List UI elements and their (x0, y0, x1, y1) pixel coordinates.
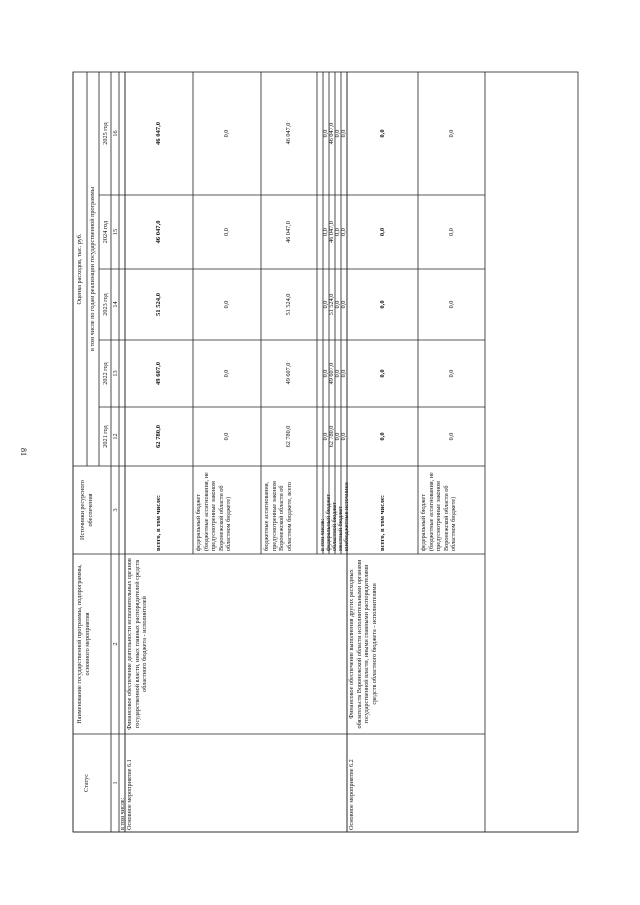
value-cell: 0,0 (340, 228, 347, 236)
source-label: областной бюджет (331, 502, 338, 551)
row-name: Финансовое обеспечение деятельности исполнительных органов государственной власти, иных главных распорядителей средств областного бюджета - исполнителей (126, 558, 149, 730)
value-cell: 0,0 (447, 228, 455, 236)
header-year: 2024 год (102, 220, 109, 244)
value-cell: 0,0 (223, 300, 230, 309)
column-number: 2 (112, 642, 119, 646)
value-cell: 0,0 (334, 228, 341, 236)
page-number: 81 (19, 448, 28, 456)
header-status: Статус (83, 774, 90, 792)
source-label: федеральный бюджет (бюджетные ассигнования, не предусмотренные законом Воронежской области об областном бюджете) (195, 472, 233, 551)
source-label: бюджетные ассигнования, предусмотренные законом Воронежской области об областном бюджете, всего (263, 481, 293, 551)
value-cell: 0,0 (340, 129, 347, 138)
budget-table (73, 72, 578, 832)
value-cell: 0,0 (322, 228, 329, 236)
row-status: Основное мероприятие 6.1 (126, 759, 133, 830)
row-name: Финансовое обеспечение выполнения других расходных обязательств Воронежской области исполнительными органами государственной власти, иными главными распорядителями средств областного бюджета - исполнителями (348, 559, 378, 729)
header-year: 2025 год (102, 122, 109, 145)
value-cell: 62 780,0 (285, 425, 292, 448)
value-cell: 46 047,0 (155, 220, 162, 244)
value-cell: 49 607,0 (328, 362, 335, 385)
header-source: Источники ресурсного обеспечения (79, 480, 94, 540)
value-cell: 49 607,0 (155, 361, 162, 386)
value-cell: 46 047,0 (155, 121, 162, 146)
value-cell: 51 524,0 (285, 293, 292, 316)
value-cell: 0,0 (334, 432, 341, 441)
header-year: 2021 год (102, 425, 109, 448)
column-number: 12 (112, 433, 119, 440)
value-cell: 46 047,0 (328, 221, 335, 243)
header-spending: Оценка расходов, тыс. руб. (76, 233, 83, 305)
value-cell: 0,0 (378, 369, 386, 378)
value-cell: 51 524,0 (328, 293, 335, 316)
column-number: 15 (112, 228, 119, 236)
value-cell: 46 047,0 (285, 122, 292, 145)
value-cell: 0,0 (322, 369, 329, 378)
value-cell: 0,0 (447, 300, 455, 309)
value-cell: 0,0 (334, 129, 341, 138)
header-year: 2022 год (102, 362, 109, 385)
source-label: местный бюджет (337, 506, 344, 551)
value-cell: 0,0 (378, 432, 386, 441)
value-cell: 49 607,0 (285, 362, 292, 385)
value-cell: 46 047,0 (328, 122, 335, 145)
column-number: 14 (112, 301, 119, 308)
source-label: федеральный бюджет (бюджетные ассигнования, не предусмотренные законом Воронежской области об областном бюджете) (420, 472, 458, 551)
value-cell: 0,0 (322, 129, 329, 138)
value-cell: 0,0 (340, 300, 347, 309)
source-label: федеральный бюджет (325, 494, 332, 551)
source-label: всего, в том числе: (155, 495, 162, 551)
value-cell: 0,0 (378, 300, 386, 309)
value-cell: 0,0 (322, 300, 329, 309)
value-cell: 51 524,0 (155, 292, 162, 317)
header-name: Наименование государственной программы, подпрограммы, основного мероприятия (76, 564, 91, 724)
column-number: 16 (112, 130, 119, 137)
value-cell: 0,0 (223, 432, 230, 441)
value-cell: 62 780,0 (328, 425, 335, 448)
value-cell: 0,0 (447, 129, 455, 138)
value-cell: 0,0 (223, 228, 230, 236)
value-cell: 0,0 (447, 432, 455, 441)
value-cell: 62 780,0 (155, 424, 162, 449)
value-cell: 0,0 (334, 300, 341, 309)
value-cell: 0,0 (447, 369, 455, 378)
value-cell: 46 047,0 (285, 221, 292, 243)
column-number: 1 (112, 781, 119, 785)
source-label: внебюджетные источники (343, 482, 350, 551)
value-cell: 0,0 (340, 369, 347, 378)
header-by-years: в том числе по годам реализации государственной программы (89, 187, 96, 351)
source-label: всего, в том числе: (379, 495, 386, 551)
value-cell: 0,0 (322, 432, 329, 441)
source-label: в том числе: (319, 518, 326, 551)
header-year: 2023 год (102, 293, 109, 316)
row-status: Основное мероприятие 6.2 (348, 759, 355, 830)
value-cell: 0,0 (223, 129, 230, 138)
value-cell: 0,0 (378, 129, 386, 138)
value-cell: 0,0 (340, 432, 347, 441)
row-subheader: в том числе: (119, 797, 126, 830)
value-cell: 0,0 (223, 369, 230, 378)
value-cell: 0,0 (334, 369, 341, 378)
column-number: 13 (112, 370, 119, 377)
column-number: 3 (112, 508, 119, 512)
value-cell: 0,0 (378, 227, 386, 237)
